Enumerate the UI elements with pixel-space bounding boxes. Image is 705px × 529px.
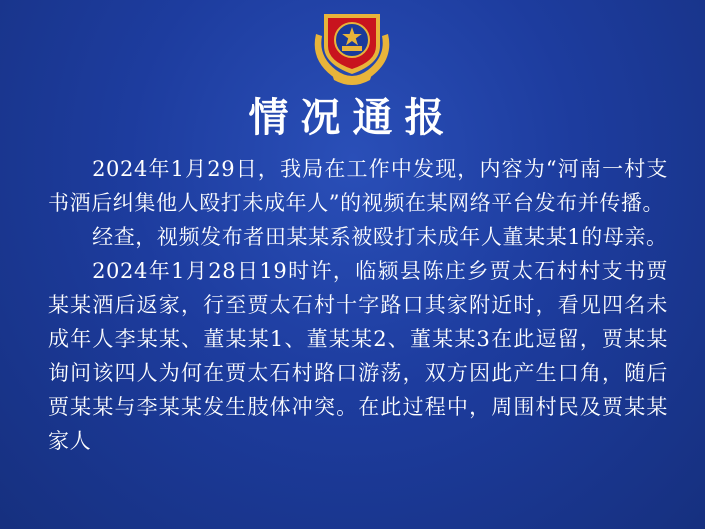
page-title: 情况通报 bbox=[248, 95, 457, 141]
paragraph: 经查，视频发布者田某某系被殴打未成年人董某某1的母亲。 bbox=[92, 225, 668, 249]
police-emblem-icon bbox=[302, 4, 402, 86]
notice-body bbox=[48, 152, 668, 458]
paragraph: 2024年1月29日，我局在工作中发现，内容为“河南一村支书酒后纠集他人殴打未成年人”的视频在某网络平台发布并传播。 bbox=[48, 157, 668, 215]
paragraph: 2024年1月28日19时许，临颍县陈庄乡贾太石村村支书贾某某酒后返家，行至贾太石村十字路口其家附近时，看见四名未成年人李某某、董某某1、董某某2、董某某3在此逗留，贾某某询问该四人为何在贾太石村路口游荡，双方因此产生口角，随后贾某某与李某某发生肢体冲突。在此过程中，周围村民及贾某某家人 bbox=[48, 259, 668, 453]
